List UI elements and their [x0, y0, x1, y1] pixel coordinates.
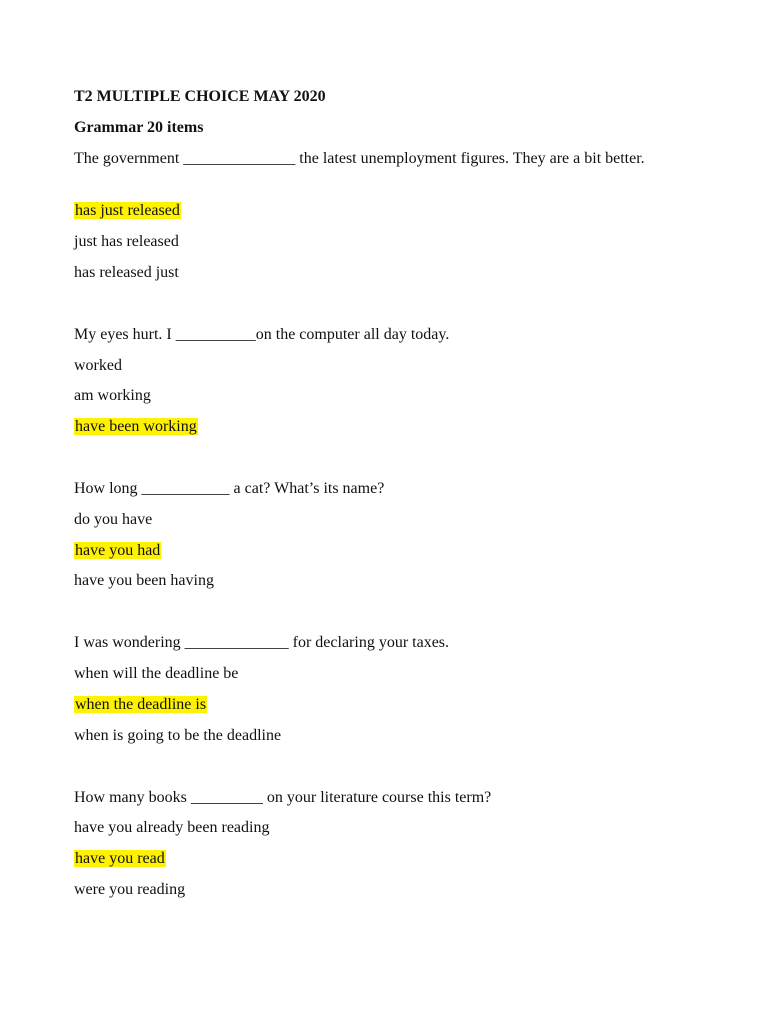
- question-prompt: How long ___________ a cat? What’s its name?: [74, 480, 385, 497]
- answer-option: am working: [74, 387, 151, 404]
- answer-option: when will the deadline be: [74, 665, 239, 682]
- highlighted-answer: when the deadline is: [75, 696, 207, 713]
- highlighted-answer: has just released: [75, 202, 180, 219]
- question-prompt: The government ______________ the latest unemployment figures. They are a bit better.: [74, 150, 645, 167]
- question-prompt: My eyes hurt. I __________on the computer all day today.: [74, 326, 450, 343]
- answer-option: has released just: [74, 264, 179, 281]
- document-title: T2 MULTIPLE CHOICE MAY 2020: [74, 88, 326, 105]
- answer-option: worked: [74, 357, 122, 374]
- question-prompt: I was wondering _____________ for declaring your taxes.: [74, 634, 450, 651]
- answer-option: were you reading: [74, 881, 186, 898]
- answer-option: do you have: [74, 511, 153, 528]
- highlighted-answer: have you read: [75, 850, 165, 867]
- answer-option: when is going to be the deadline: [74, 727, 282, 744]
- question-prompt: How many books _________ on your literature course this term?: [74, 789, 492, 806]
- answer-option: [74, 694, 207, 716]
- answer-option: [74, 540, 161, 562]
- highlighted-answer: have you had: [75, 542, 161, 559]
- answer-option: [74, 416, 198, 438]
- answer-option: have you already been reading: [74, 819, 270, 836]
- document-subtitle: Grammar 20 items: [74, 119, 204, 136]
- highlighted-answer: have been working: [75, 418, 197, 435]
- answer-option: just has released: [74, 233, 179, 250]
- answer-option: [74, 200, 181, 222]
- answer-option: have you been having: [74, 572, 214, 589]
- answer-option: [74, 848, 166, 870]
